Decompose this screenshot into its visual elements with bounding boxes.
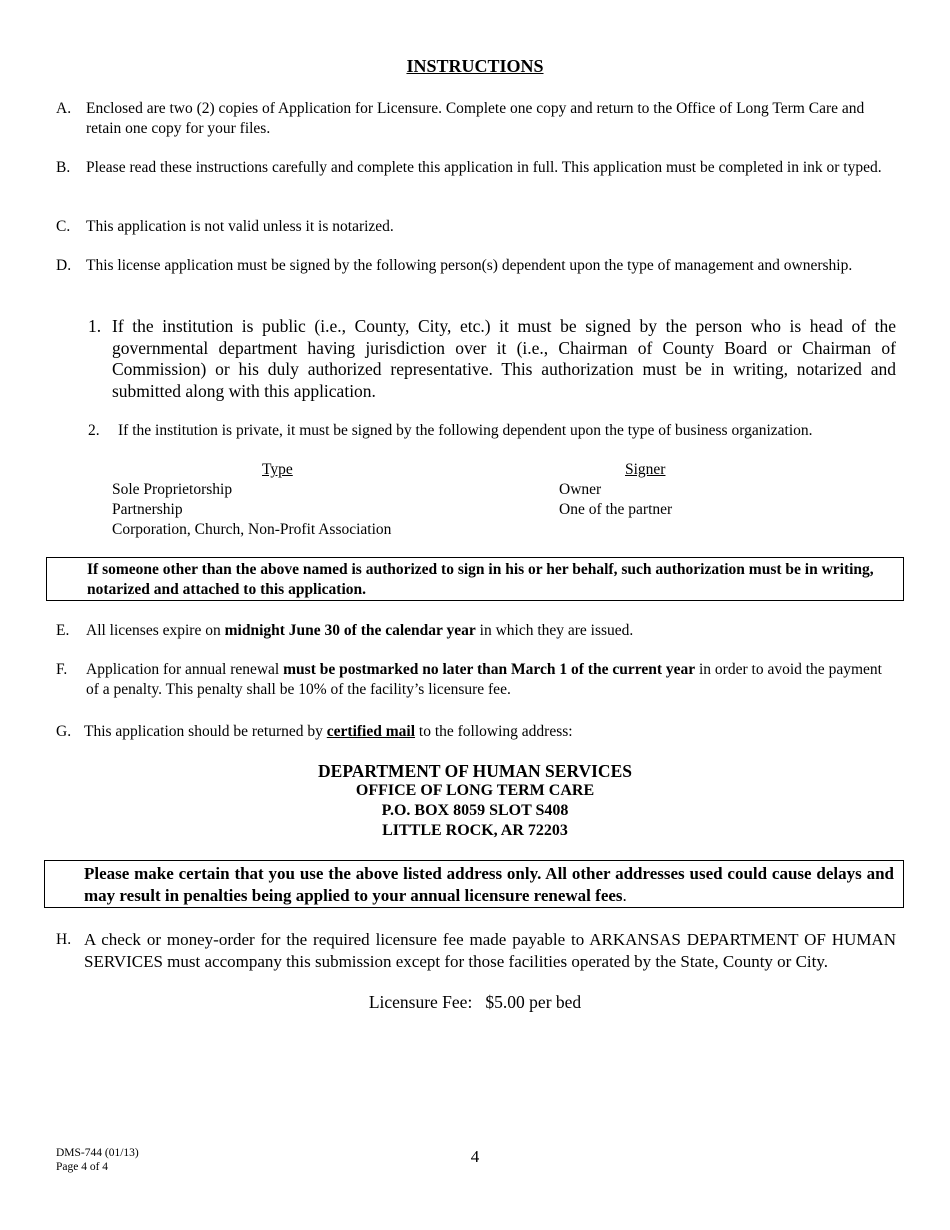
instruction-b bbox=[56, 158, 896, 178]
table-row bbox=[112, 500, 812, 520]
signer-table bbox=[112, 460, 812, 540]
item-text: If the institution is private, it must be signed by the following dependent upon the type of business organization. bbox=[118, 422, 813, 439]
type-cell: Corporation, Church, Non-Profit Association bbox=[112, 521, 392, 538]
item-label: F. bbox=[56, 661, 68, 678]
instruction-a bbox=[56, 99, 896, 139]
instruction-h bbox=[56, 929, 896, 972]
authorization-notice-text: If someone other than the above named is authorized to sign in his or her behalf, such authorization must be in writing, notarized and attached to this application. bbox=[87, 561, 874, 598]
address-notice-text: Please make certain that you use the above listed address only. All other addresses used could cause delays and may result in penalties being applied to your annual licensure renewal fees bbox=[84, 864, 894, 905]
item-text: Application for annual renewal must be postmarked no later than March 1 of the current year in order to avoid the payment of a penalty. This penalty shall be 10% of the facility’s licensure fee. bbox=[86, 661, 882, 698]
item-label: G. bbox=[56, 723, 72, 740]
table-row bbox=[112, 480, 812, 500]
item-label: E. bbox=[56, 622, 70, 639]
item-label: D. bbox=[56, 257, 72, 274]
address-notice: Please make certain that you use the above listed address only. All other addresses used could cause delays and may result in penalties being applied to your annual licensure renewal fees. bbox=[44, 860, 904, 908]
item-label: 2. bbox=[88, 422, 100, 439]
item-label: A. bbox=[56, 100, 72, 117]
address-line: LITTLE ROCK, AR 72203 bbox=[382, 822, 568, 839]
item-label: H. bbox=[56, 931, 72, 948]
form-code: DMS-744 (01/13) bbox=[56, 1147, 139, 1159]
item-text: Enclosed are two (2) copies of Application for Licensure. Complete one copy and return to the Office of Long Term Care and retain one copy for your files. bbox=[86, 100, 865, 137]
type-header: Type bbox=[262, 461, 293, 478]
instruction-g bbox=[56, 722, 896, 742]
item-text: A check or money-order for the required licensure fee made payable to ARKANSAS DEPARTMENT OF HUMAN SERVICES must accompany this submission except for those facilities operated by the State, County or City. bbox=[84, 930, 896, 971]
signer-cell: Owner bbox=[559, 481, 602, 498]
item-text: This license application must be signed by the following person(s) dependent upon the type of management and ownership. bbox=[86, 257, 853, 274]
item-label: 1. bbox=[88, 316, 102, 336]
address-line: OFFICE OF LONG TERM CARE bbox=[355, 782, 595, 799]
instruction-c bbox=[56, 217, 896, 237]
item-text: This application is not valid unless it is notarized. bbox=[86, 218, 394, 235]
mailing-address bbox=[0, 761, 950, 841]
authorization-notice bbox=[46, 557, 904, 601]
signer-header: Signer bbox=[625, 461, 666, 478]
type-cell: Sole Proprietorship bbox=[112, 481, 233, 498]
page-number: 4 bbox=[470, 1147, 480, 1166]
item-text: All licenses expire on midnight June 30 of the calendar year in which they are issued. bbox=[86, 622, 634, 639]
page-of: Page 4 of 4 bbox=[56, 1161, 109, 1173]
page-title: INSTRUCTIONS bbox=[406, 56, 544, 76]
instruction-e bbox=[56, 621, 896, 641]
instruction-d-2 bbox=[88, 421, 896, 441]
item-text: If the institution is public (i.e., County, City, etc.) it must be signed by the person who is head of the governmental department having jurisdiction over it (i.e., Chairman of County Board or Chairman of Commission) or his duly authorized representative. This authorization must be in writing, notarized and submitted along with this application. bbox=[112, 316, 896, 401]
instruction-d bbox=[56, 256, 896, 276]
signer-cell: One of the partner bbox=[559, 501, 673, 518]
licensure-fee: Licensure Fee: $5.00 per bed bbox=[368, 992, 582, 1012]
instruction-d-1 bbox=[88, 316, 896, 402]
item-text: This application should be returned by certified mail to the following address: bbox=[84, 723, 573, 740]
address-line: P.O. BOX 8059 SLOT S408 bbox=[381, 802, 569, 819]
instruction-f bbox=[56, 660, 896, 700]
item-label: C. bbox=[56, 218, 71, 235]
table-row bbox=[112, 520, 812, 540]
item-label: B. bbox=[56, 159, 71, 176]
item-text: Please read these instructions carefully and complete this application in full. This application must be completed in ink or typed. bbox=[86, 159, 882, 176]
address-line: DEPARTMENT OF HUMAN SERVICES bbox=[318, 761, 632, 781]
type-cell: Partnership bbox=[112, 501, 183, 518]
